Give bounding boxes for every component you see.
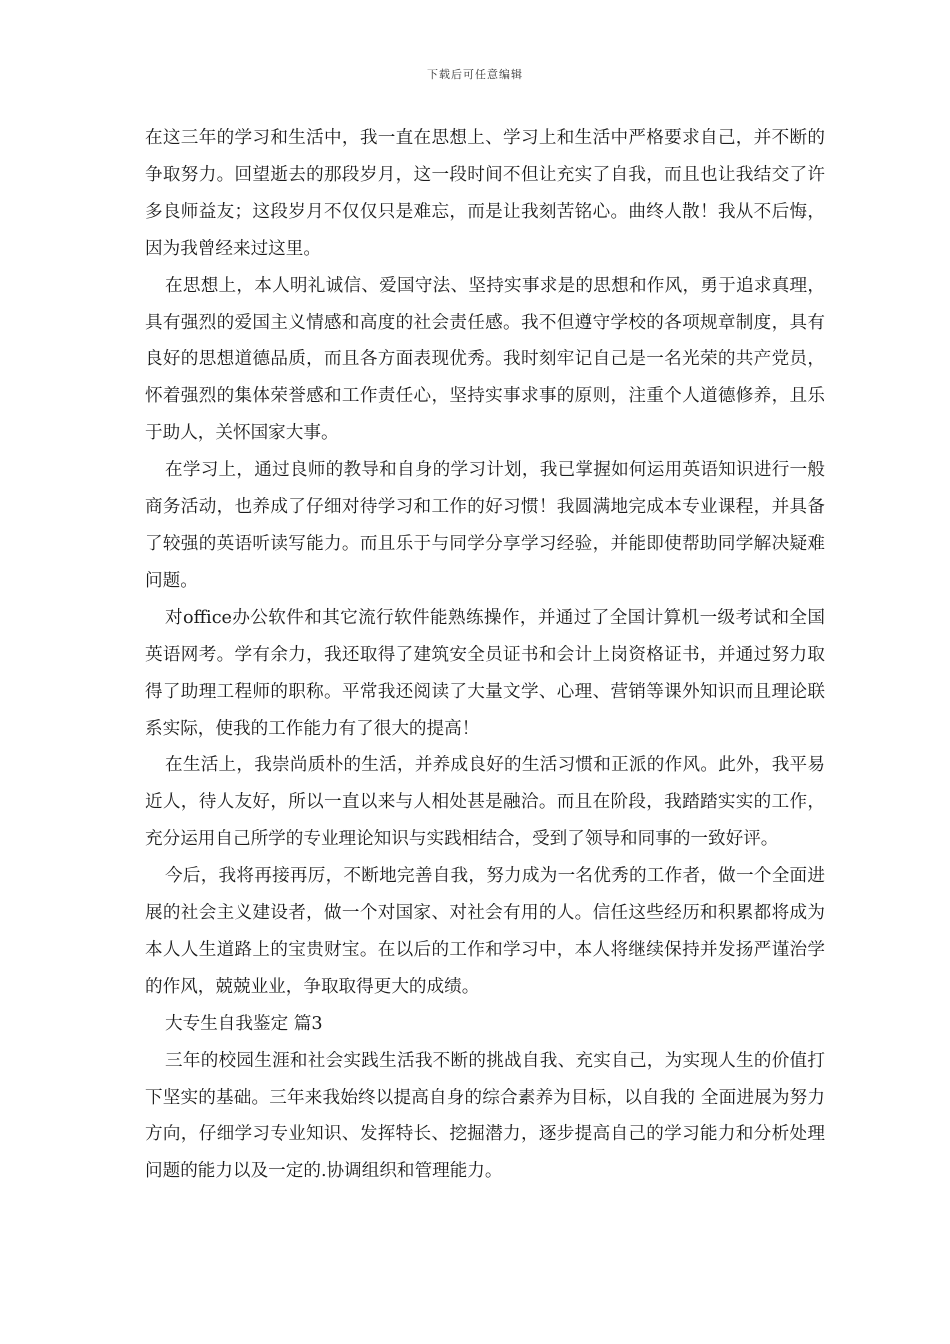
paragraph-future: 今后，我将再接再厉，不断地完善自我，努力成为一名优秀的工作者，做一个全面进展的社会主义建设者，做一个对国家、对社会有用的人。信任这些经历和积累都将成为本人人生道路上的宝贵财宝。在以后的工作和学习中，本人将继续保持并发扬严谨治学的作风，兢兢业业，争取取得更大的成绩。 [145,866,825,997]
page-header-note: 下载后可任意编辑 [427,68,523,81]
paragraph-intro: 在这三年的学习和生活中，我一直在思想上、学习上和生活中严格要求自己，并不断的争取努力。回望逝去的那段岁月，这一段时间不但让充实了自我，而且也让我结交了许多良师益友；这段岁月不仅仅只是难忘，而是让我刻苦铭心。曲终人散！我从不后悔，因为我曾经来过这里。 [145,128,825,259]
paragraph-skills: 对office办公软件和其它流行软件能熟练操作，并通过了全国计算机一级考试和全国英语网考。学有余力，我还取得了建筑安全员证书和会计上岗资格证书，并通过努力取得了助理工程师的职称。平常我还阅读了大量文学、心理、营销等课外知识而且理论联系实际，使我的工作能力有了很大的提高！ [145,607,825,739]
section-heading: 大专生自我鉴定 篇3 [165,1013,323,1034]
paragraph-thought: 在思想上，本人明礼诚信、爱国守法、坚持实事求是的思想和作风，勇于追求真理，具有强烈的爱国主义情感和高度的社会责任感。我不但遵守学校的各项规章制度，具有良好的思想道德品质，而且各方面表现优秀。我时刻牢记自己是一名光荣的共产党员，怀着强烈的集体荣誉感和工作责任心，坚持实事求事的原则，注重个人道德修养，且乐于助人，关怀国家大事。 [145,275,825,444]
paragraph-study: 在学习上，通过良师的教导和自身的学习计划，我已掌握如何运用英语知识进行一般商务活动，也养成了仔细对待学习和工作的好习惯！我圆满地完成本专业课程，并具备了较强的英语听读写能力。而且乐于与同学分享学习经验，并能即使帮助同学解决疑难问题。 [145,460,825,591]
document-body [145,120,825,1190]
paragraph-campus: 三年的校园生涯和社会实践生活我不断的挑战自我、充实自己，为实现人生的价值打下坚实的基础。三年来我始终以提高自身的综合素养为目标，以自我的 全面进展为努力方向，仔细学习专业知识、发挥特长、挖掘潜力，逐步提高自己的学习能力和分析处理问题的能力以及一定的.协调组织和管理能力。 [145,1050,825,1182]
paragraph-life: 在生活上，我崇尚质朴的生活，并养成良好的生活习惯和正派的作风。此外，我平易近人，待人友好，所以一直以来与人相处甚是融洽。而且在阶段，我踏踏实实的工作，充分运用自己所学的专业理论知识与实践相结合，受到了领导和同事的一致好评。 [145,755,825,850]
